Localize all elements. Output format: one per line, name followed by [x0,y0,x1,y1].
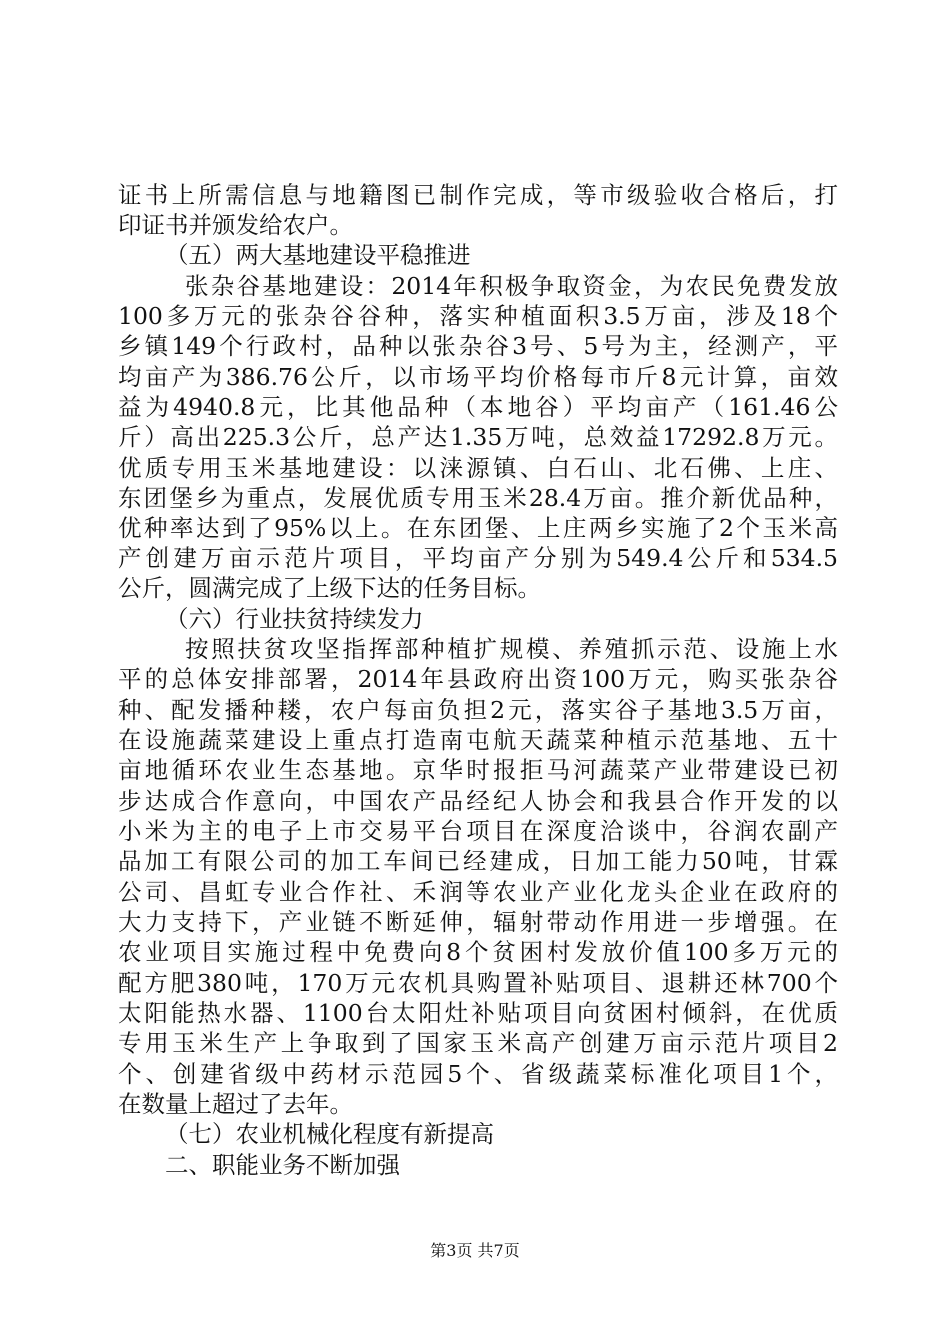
body-line: 100多万元的张杂谷谷种，落实种植面积3.5万亩，涉及18个 [118,302,838,330]
body-line: 按照扶贫攻坚指挥部种植扩规模、养殖抓示范、设施上水 [185,635,838,663]
body-line: 优质专用玉米基地建设：以涞源镇、白石山、北石佛、上庄、 [118,454,838,482]
body-line: 配方肥380吨，170万元农机具购置补贴项目、退耕还林700个 [118,969,838,997]
body-line: 乡镇149个行政村，品种以张杂谷3号、5号为主，经测产，平 [118,332,838,360]
body-line: 步达成合作意向，中国农产品经纪人协会和我县合作开发的以 [118,787,838,815]
body-line: 平的总体安排部署，2014年县政府出资100万元，购买张杂谷 [118,665,838,693]
body-line: 证书上所需信息与地籍图已制作完成，等市级验收合格后，打 [118,181,838,209]
body-line: 个、创建省级中药材示范园5个、省级蔬菜标准化项目1个， [118,1060,838,1088]
section-heading: （七）农业机械化程度有新提高 [165,1120,494,1148]
page-number: 第3页 共7页 [430,1241,520,1260]
body-line: 优种率达到了95%以上。在东团堡、上庄两乡实施了2个玉米高 [118,514,838,542]
body-line: 产创建万亩示范片项目，平均亩产分别为549.4公斤和534.5 [118,544,838,572]
section-heading: （六）行业扶贫持续发力 [165,605,424,633]
body-line: 品加工有限公司的加工车间已经建成，日加工能力50吨，甘霖 [118,847,838,875]
body-line: 东团堡乡为重点，发展优质专用玉米28.4万亩。推介新优品种， [118,484,838,512]
body-line: 亩地循环农业生态基地。京华时报拒马河蔬菜产业带建设已初 [118,756,838,784]
body-line: 益为4940.8元，比其他品种（本地谷）平均亩产（161.46公 [118,393,838,421]
body-line: 张杂谷基地建设：2014年积极争取资金，为农民免费发放 [185,272,838,300]
body-line: 小米为主的电子上市交易平台项目在深度洽谈中，谷润农副产 [118,817,838,845]
section-heading: 二、职能业务不断加强 [165,1151,400,1179]
section-heading: （五）两大基地建设平稳推进 [165,241,471,269]
body-line: 专用玉米生产上争取到了国家玉米高产创建万亩示范片项目2 [118,1029,838,1057]
body-line: 太阳能热水器、1100台太阳灶补贴项目向贫困村倾斜，在优质 [118,999,838,1027]
body-line: 斤）高出225.3公斤，总产达1.35万吨，总效益17292.8万元。 [118,423,838,451]
body-line: 种、配发播种耧，农户每亩负担2元，落实谷子基地3.5万亩， [118,696,838,724]
body-line: 公司、昌虹专业合作社、禾润等农业产业化龙头企业在政府的 [118,878,838,906]
body-line: 在设施蔬菜建设上重点打造南屯航天蔬菜种植示范基地、五十 [118,726,838,754]
body-line: 公斤，圆满完成了上级下达的任务目标。 [118,574,541,602]
body-line: 印证书并颁发给农户。 [118,211,353,239]
body-line: 大力支持下，产业链不断延伸，辐射带动作用进一步增强。在 [118,908,838,936]
body-line: 农业项目实施过程中免费向8个贫困村发放价值100多万元的 [118,938,838,966]
body-line: 在数量上超过了去年。 [118,1090,353,1118]
body-line: 均亩产为386.76公斤，以市场平均价格每市斤8元计算，亩效 [118,363,838,391]
